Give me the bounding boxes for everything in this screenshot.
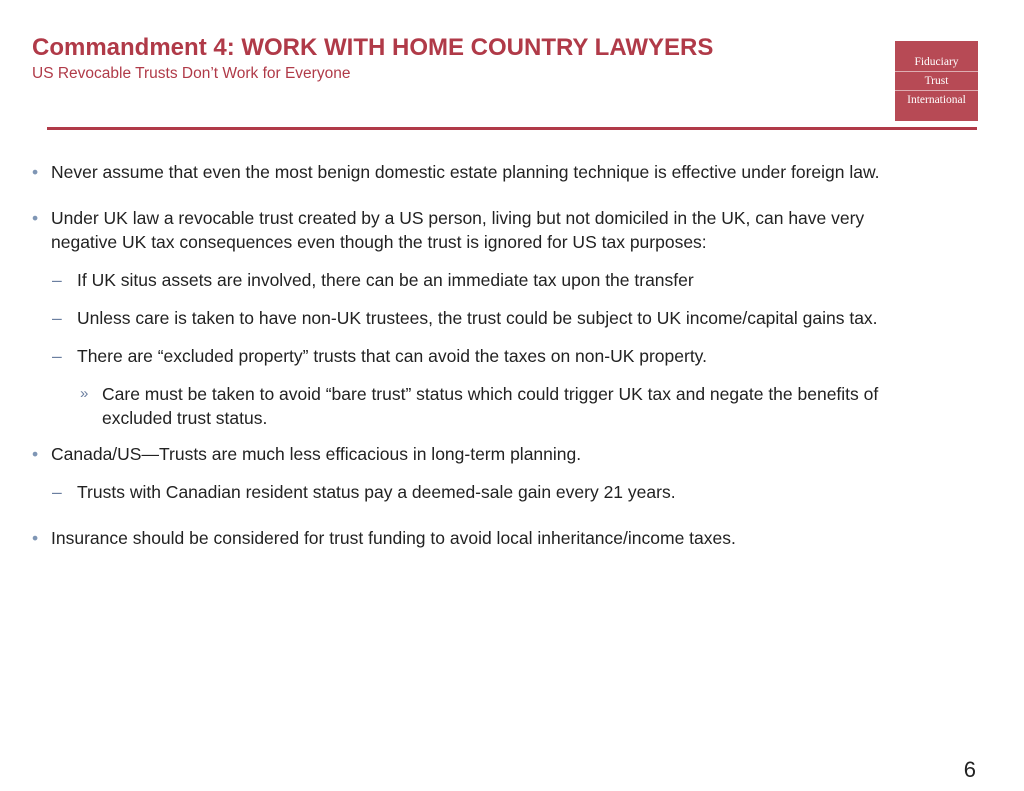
chevron-marker: » bbox=[80, 385, 89, 402]
logo-rule bbox=[895, 90, 978, 91]
bullet-text: Under UK law a revocable trust created by a US person, living but not domiciled in the UK, can have very negative UK tax consequences even though the trust is ignored for US tax purposes: bbox=[51, 208, 865, 252]
bullet-item bbox=[32, 160, 912, 184]
logo-line-3: International bbox=[907, 94, 966, 106]
dash-marker: – bbox=[52, 482, 62, 502]
bullet-list bbox=[32, 160, 912, 550]
bullet-text: Insurance should be considered for trust funding to avoid local inheritance/income taxes. bbox=[51, 528, 736, 548]
logo-line-2: Trust bbox=[924, 75, 949, 87]
company-logo bbox=[895, 41, 978, 121]
page-number: 6 bbox=[963, 757, 976, 782]
bullet-text: Trusts with Canadian resident status pay a deemed-sale gain every 21 years. bbox=[77, 482, 676, 502]
title-divider bbox=[47, 127, 977, 130]
slide-subtitle: US Revocable Trusts Don’t Work for Everyone bbox=[32, 65, 351, 82]
bullet-item bbox=[32, 442, 912, 466]
logo-line-1: Fiduciary bbox=[914, 56, 959, 68]
dash-marker: – bbox=[52, 308, 62, 328]
bullet-marker: • bbox=[32, 162, 39, 182]
bullet-item bbox=[32, 206, 912, 254]
sub-bullet-item bbox=[32, 268, 912, 292]
bullet-marker: • bbox=[32, 208, 39, 228]
sub-bullet-item bbox=[32, 344, 912, 368]
bullet-text: Canada/US—Trusts are much less efficacious in long-term planning. bbox=[51, 444, 582, 464]
bullet-text: If UK situs assets are involved, there can be an immediate tax upon the transfer bbox=[77, 270, 694, 290]
sub-bullet-item bbox=[32, 480, 912, 504]
bullet-marker: • bbox=[32, 444, 39, 464]
bullet-text: There are “excluded property” trusts that can avoid the taxes on non-UK property. bbox=[77, 346, 707, 366]
bullet-text: Care must be taken to avoid “bare trust” status which could trigger UK tax and negate the benefits of excluded trust status. bbox=[102, 384, 879, 428]
logo-rule bbox=[895, 71, 978, 72]
dash-marker: – bbox=[52, 346, 62, 366]
slide-title: Commandment 4: WORK WITH HOME COUNTRY LAWYERS bbox=[32, 34, 714, 61]
sub-bullet-item bbox=[32, 306, 912, 330]
bullet-text: Unless care is taken to have non-UK trustees, the trust could be subject to UK income/capital gains tax. bbox=[77, 308, 878, 328]
sub-sub-bullet-item bbox=[32, 382, 912, 430]
dash-marker: – bbox=[52, 270, 62, 290]
bullet-item bbox=[32, 526, 912, 550]
bullet-text: Never assume that even the most benign domestic estate planning technique is effective under foreign law. bbox=[51, 162, 880, 182]
bullet-marker: • bbox=[32, 528, 39, 548]
